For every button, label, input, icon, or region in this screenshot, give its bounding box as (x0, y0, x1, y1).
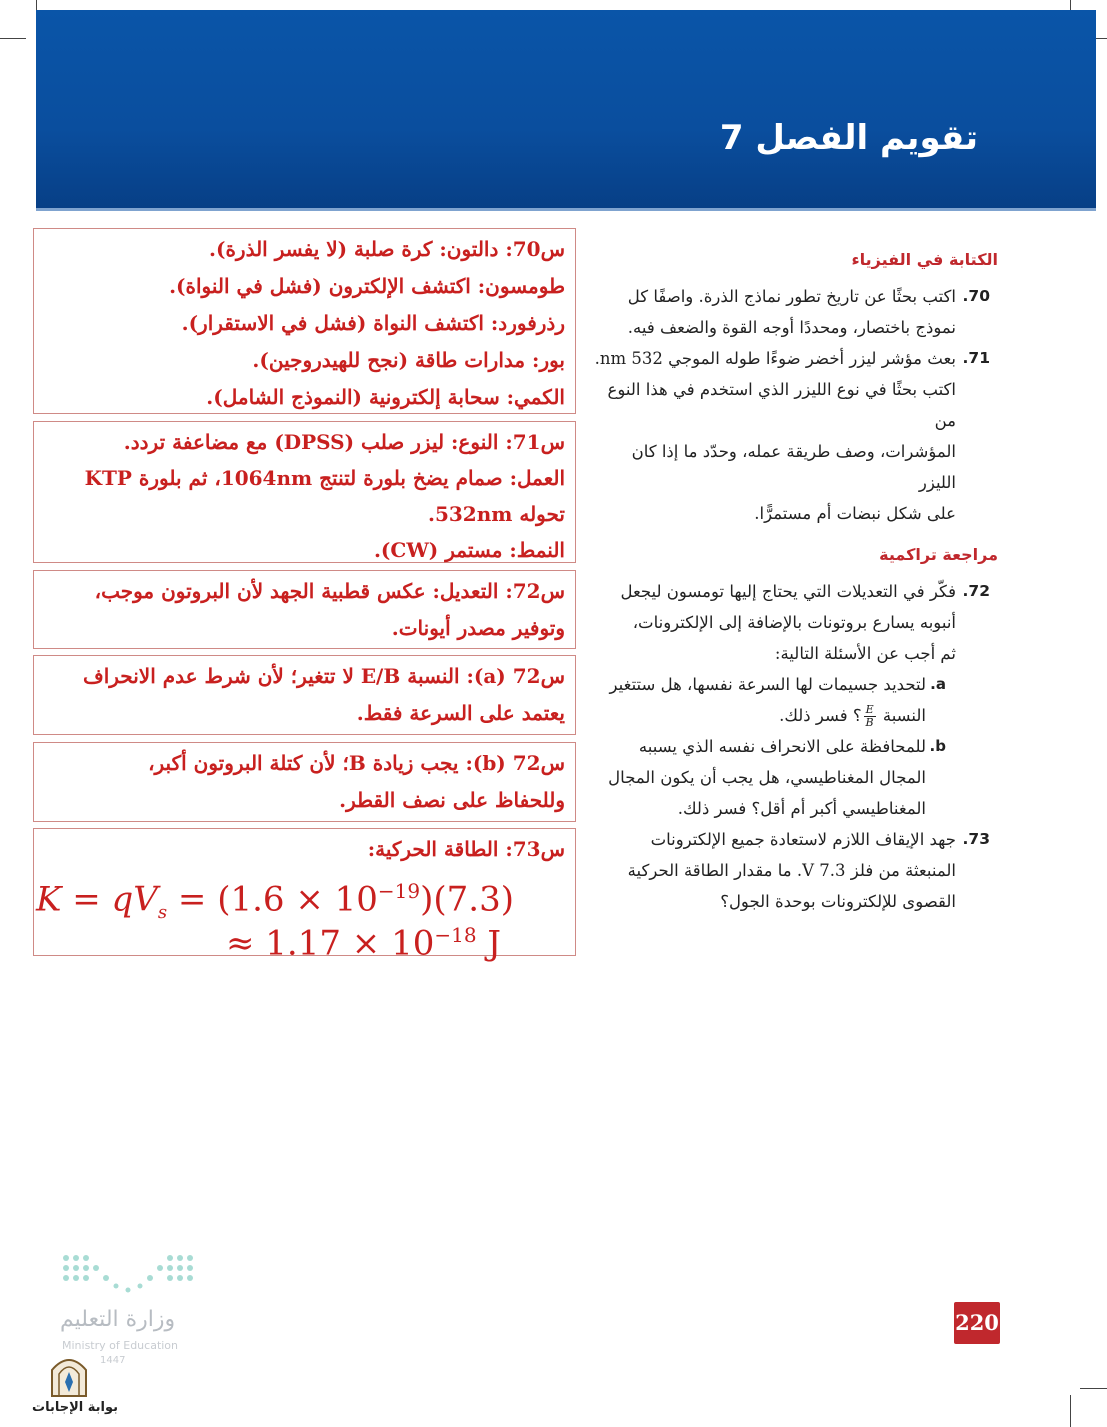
question-line: اكتب بحثًا عن تاريخ تطور نماذج الذرة. واصفًا كل (627, 287, 956, 306)
kinetic-energy-result (226, 913, 501, 965)
answer-line: الكمي: سحابة إلكترونية (النموذج الشامل). (206, 385, 565, 409)
question-line: المؤشرات، وصف طريقة عمله، وحدّد ما إذا كان الليزر (631, 442, 956, 492)
question-line: فكّر في التعديلات التي يحتاج إليها تومسون ليجعل (620, 582, 956, 601)
ministry-name-arabic: وزارة التعليم (60, 1307, 176, 1332)
question-number: 71. (962, 349, 990, 367)
equation-subscript: s (157, 902, 168, 924)
kinetic-energy-equation: $K = qV_s = (1.6 \times 10^{-19})(7.3)$ (36, 879, 514, 924)
result-exponent: −18 (434, 923, 477, 947)
question-line: القصوى للإلكترونات بوحدة الجول؟ (720, 892, 956, 911)
question-71 (594, 343, 998, 529)
question-line: على شكل نبضات أم مستمرًّا. (754, 504, 956, 523)
result-value: ≈ 1.17 × 10 (226, 923, 435, 964)
e-over-b-fraction (864, 704, 876, 729)
question-line: المغناطيسي أكبر أم أقل؟ فسر ذلك. (677, 799, 926, 818)
fraction-denominator: B (865, 716, 874, 729)
page-number: 220 (954, 1302, 1000, 1344)
equation-symbol-k: K (36, 879, 62, 920)
question-72a (594, 669, 998, 731)
answer-line: يعتمد على السرعة فقط. (356, 701, 565, 725)
equation-symbol-v: V (133, 879, 158, 920)
answer-line: س72: التعديل: عكس قطبية الجهد لأن البروتون موجب، (94, 579, 565, 603)
answer-line: العمل: صمام يضخ بلورة لتنتج 1064nm، ثم بلورة KTP (84, 466, 565, 490)
chapter-title: تقويم الفصل 7 (719, 118, 978, 158)
chapter-banner (36, 10, 1096, 211)
question-line: اكتب بحثًا في نوع الليزر الذي استخدم في هذا النوع من (607, 380, 956, 430)
question-line: نموذج باختصار، ومحددًا أوجه القوة والضعف فيه. (627, 318, 956, 337)
equation-exponent: −19 (377, 879, 421, 903)
answer-line: بور: مدارات طاقة (نجح للهيدروجين). (252, 348, 565, 372)
crop-mark (0, 38, 26, 39)
question-line: المنبعثة من فلز V 7.3. ما مقدار الطاقة الحركية (627, 861, 956, 880)
answer-box-70 (33, 228, 576, 414)
question-line: بعث مؤشر ليزر أخضر ضوءًا طوله الموجي 532 nm. (594, 349, 956, 368)
answer-line: النمط: مستمر (CW). (373, 538, 565, 562)
answer-line: رذرفورد: اكتشف النواة (فشل في الاستقرار). (181, 311, 565, 335)
crop-mark (1080, 1388, 1107, 1389)
question-70 (594, 281, 998, 343)
equation-symbol-q: q (111, 879, 134, 920)
question-line: لتحديد جسيمات لها السرعة نفسها، هل ستتغير (609, 675, 926, 694)
fraction-numerator: E (865, 703, 874, 716)
question-line (594, 700, 926, 731)
question-suffix: ؟ فسر ذلك. (779, 706, 862, 725)
answer-line: وتوفير مصدر أيونات. (391, 616, 565, 640)
answer-box-73 (33, 828, 576, 964)
answer-line: طومسون: اكتشف الإلكترون (فشل في النواة). (169, 274, 565, 298)
answer-line: تحوله 532nm. (427, 502, 565, 526)
answer-line: س70: دالتون: كرة صلبة (لا يفسر الذرة). (209, 237, 565, 261)
answer-line: س71: النوع: ليزر صلب (DPSS) مع مضاعفة تردد. (123, 430, 565, 454)
questions-column (594, 238, 998, 917)
crop-mark (1070, 1395, 1071, 1427)
answer-line: وللحفاظ على نصف القطر. (339, 788, 565, 812)
section-heading-writing: الكتابة في الفيزياء (851, 250, 998, 269)
result-unit: J (487, 923, 502, 964)
question-line: أنبوبه يسارع بروتونات بالإضافة إلى الإلكترونات، (632, 613, 956, 632)
question-number: 73. (962, 830, 990, 848)
answer-box-72 (33, 570, 576, 649)
ratio-label: النسبة (882, 706, 926, 725)
answer-title: س73: الطاقة الحركية: (367, 837, 565, 861)
section-heading-review: مراجعة تراكمية (879, 545, 998, 564)
answer-box-71 (33, 421, 576, 563)
question-73 (594, 824, 998, 917)
footer-brand: بوابة الإجابات (32, 1400, 118, 1415)
answer-box-72a (33, 655, 576, 735)
question-line: للمحافظة على الانحراف نفسه الذي يسببه (638, 737, 926, 756)
question-number: 70. (962, 287, 990, 305)
question-line: ثم أجب عن الأسئلة التالية: (774, 644, 956, 663)
equation-middle: (1.6 × 10 (217, 879, 378, 920)
ministry-name-english: Ministry of Education (62, 1339, 179, 1352)
answers-portal-logo-icon (46, 1352, 92, 1398)
answer-line: س72 (a): النسبة E/B لا تتغير؛ لأن شرط عدم الانحراف (82, 664, 565, 688)
answer-box-72b (33, 742, 576, 822)
sub-question-letter: b. (929, 737, 946, 755)
question-number: 72. (962, 582, 990, 600)
question-line: جهد الإيقاف اللازم لاستعادة جميع الإلكترونات (650, 830, 956, 849)
question-72b (594, 731, 998, 824)
ministry-year: 1447 (100, 1355, 126, 1366)
question-72 (594, 576, 998, 669)
answer-line: س72 (b): يجب زيادة B؛ لأن كتلة البروتون أكبر، (148, 751, 565, 775)
equation-tail: )(7.3) (420, 879, 514, 920)
question-line: المجال المغناطيسي، هل يجب أن يكون المجال (608, 768, 926, 787)
sub-question-letter: a. (930, 675, 946, 693)
